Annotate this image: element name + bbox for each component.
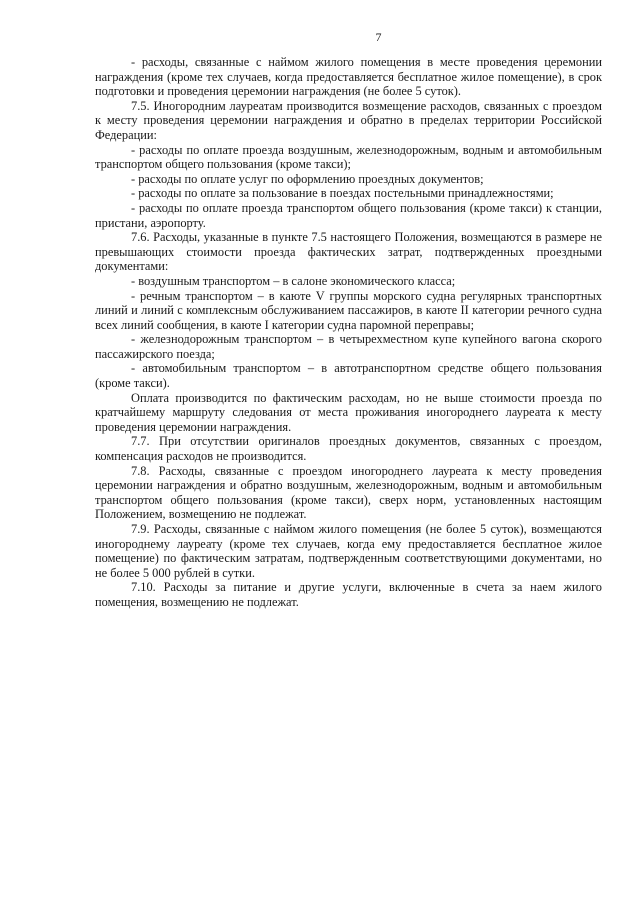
paragraph-local-transport: - расходы по оплате проезда транспортом общего пользования (кроме такси) к станции, пристани, аэропорту.: [95, 200, 602, 230]
document-body: [95, 55, 602, 610]
paragraph-7-8: 7.8. Расходы, связанные с проездом иногороднего лауреата к месту проведения церемонии награждения и обратно воздушным, железнодорожным, водным и автомобильным транспортом общего пользования (кроме такси), сверх норм, установленных настоящим Положением, возмещению не подлежат.: [95, 463, 602, 522]
paragraph-7-9: 7.9. Расходы, связанные с наймом жилого помещения (не более 5 суток), возмещаются иногороднему лауреату (кроме тех случаев, когда ему предоставляется бесплатное жилое помещение) по фактическим затратам, подтвержденным соответствующими документами, но не более 5 000 рублей в сутки.: [95, 522, 602, 580]
paragraph-7-5: 7.5. Иногородним лауреатам производится возмещение расходов, связанных с проездом к месту проведения церемонии награждения и обратно в пределах территории Российской Федерации:: [95, 98, 602, 142]
paragraph-7-6: 7.6. Расходы, указанные в пункте 7.5 настоящего Положения, возмещаются в размере не превышающих стоимости проезда фактических затрат, подтвержденных проездными документами:: [95, 230, 602, 274]
paragraph-7-7: 7.7. При отсутствии оригиналов проездных документов, связанных с проездом, компенсация расходов не производится.: [95, 434, 602, 464]
paragraph-travel-fare: - расходы по оплате проезда воздушным, железнодорожным, водным и автомобильным транспортом общего пользования (кроме такси);: [95, 142, 602, 172]
paragraph-payment-terms: Оплата производится по фактическим расходам, но не выше стоимости проезда по кратчайшему маршруту следования от места проживания иногороднего лауреата к месту проведения церемонии награждения.: [95, 390, 602, 434]
paragraph-river-transport: - речным транспортом – в каюте V группы морского судна регулярных транспортных линий и линий с комплексным обслуживанием пассажиров, в каюте II категории речного судна всех линий сообщения, в каюте I категории судна паромной переправы;: [95, 288, 602, 332]
paragraph-7-10: 7.10. Расходы за питание и другие услуги, включенные в счета за наем жилого помещения, возмещению не подлежат.: [95, 580, 602, 609]
page-number: 7: [375, 30, 382, 44]
paragraph-housing-expenses: - расходы, связанные с наймом жилого помещения в месте проведения церемонии награждения (кроме тех случаев, когда предоставляется бесплатное жилое помещение), в срок подготовки и проведения церемонии награждения (не более 5 суток).: [95, 55, 602, 99]
paragraph-road-transport: - автомобильным транспортом – в автотранспортном средстве общего пользования (кроме такси).: [95, 361, 602, 391]
paragraph-air-transport: - воздушным транспортом – в салоне экономического класса;: [131, 273, 456, 288]
paragraph-rail-transport: - железнодорожным транспортом – в четырехместном купе купейного вагона скорого пассажирского поезда;: [95, 332, 602, 361]
paragraph-ticket-services: - расходы по оплате услуг по оформлению проездных документов;: [131, 171, 484, 186]
paragraph-bedding: - расходы по оплате за пользование в поездах постельными принадлежностями;: [131, 186, 554, 201]
